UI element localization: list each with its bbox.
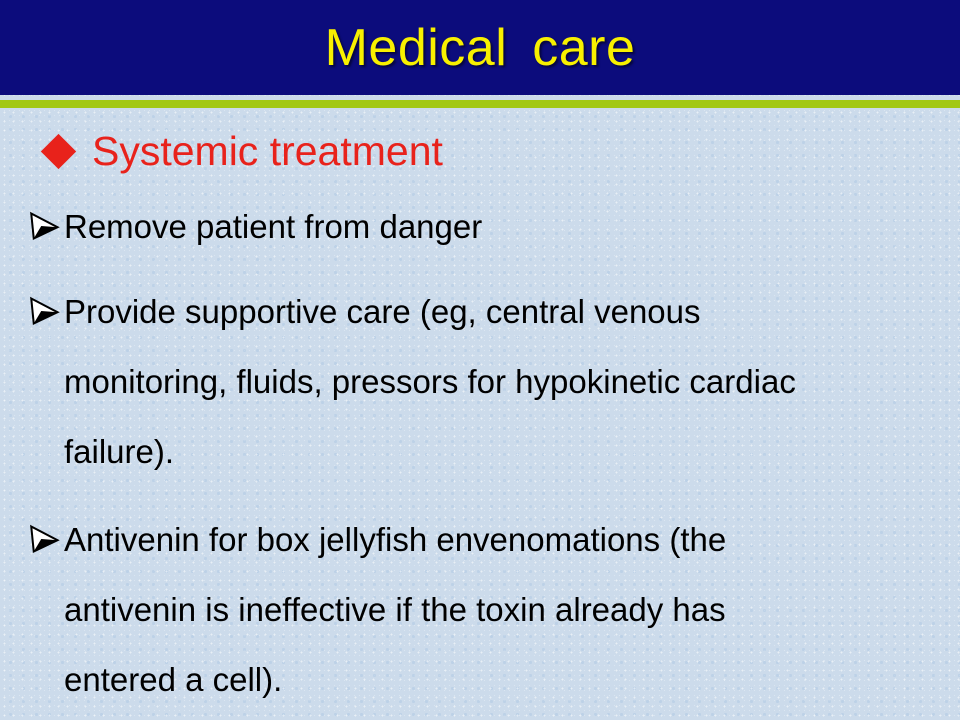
bullet-line: monitoring, fluids, pressors for hypokinetic cardiac [64, 363, 796, 400]
arrow-bullet-icon [30, 296, 60, 326]
title-bar [0, 0, 960, 95]
bullet-item [30, 192, 934, 262]
bullet-item [30, 505, 934, 715]
divider-rule [0, 100, 960, 108]
arrow-bullet-icon [30, 524, 60, 554]
bullet-line: antivenin is ineffective if the toxin already has [64, 591, 726, 628]
bullet-line: Remove patient from danger [64, 208, 483, 245]
bullet-line: entered a cell). [64, 661, 283, 698]
bullet-line: failure). [64, 433, 175, 470]
section-heading [40, 128, 443, 175]
section-heading-label: Systemic treatment [92, 128, 443, 174]
slide-title: Medical care [324, 18, 636, 77]
diamond-icon [40, 134, 76, 170]
arrow-bullet-icon [30, 211, 60, 241]
bullet-line: Antivenin for box jellyfish envenomations (the [64, 521, 727, 558]
bullet-line: Provide supportive care (eg, central venous [64, 293, 701, 330]
bullet-item [30, 277, 934, 487]
